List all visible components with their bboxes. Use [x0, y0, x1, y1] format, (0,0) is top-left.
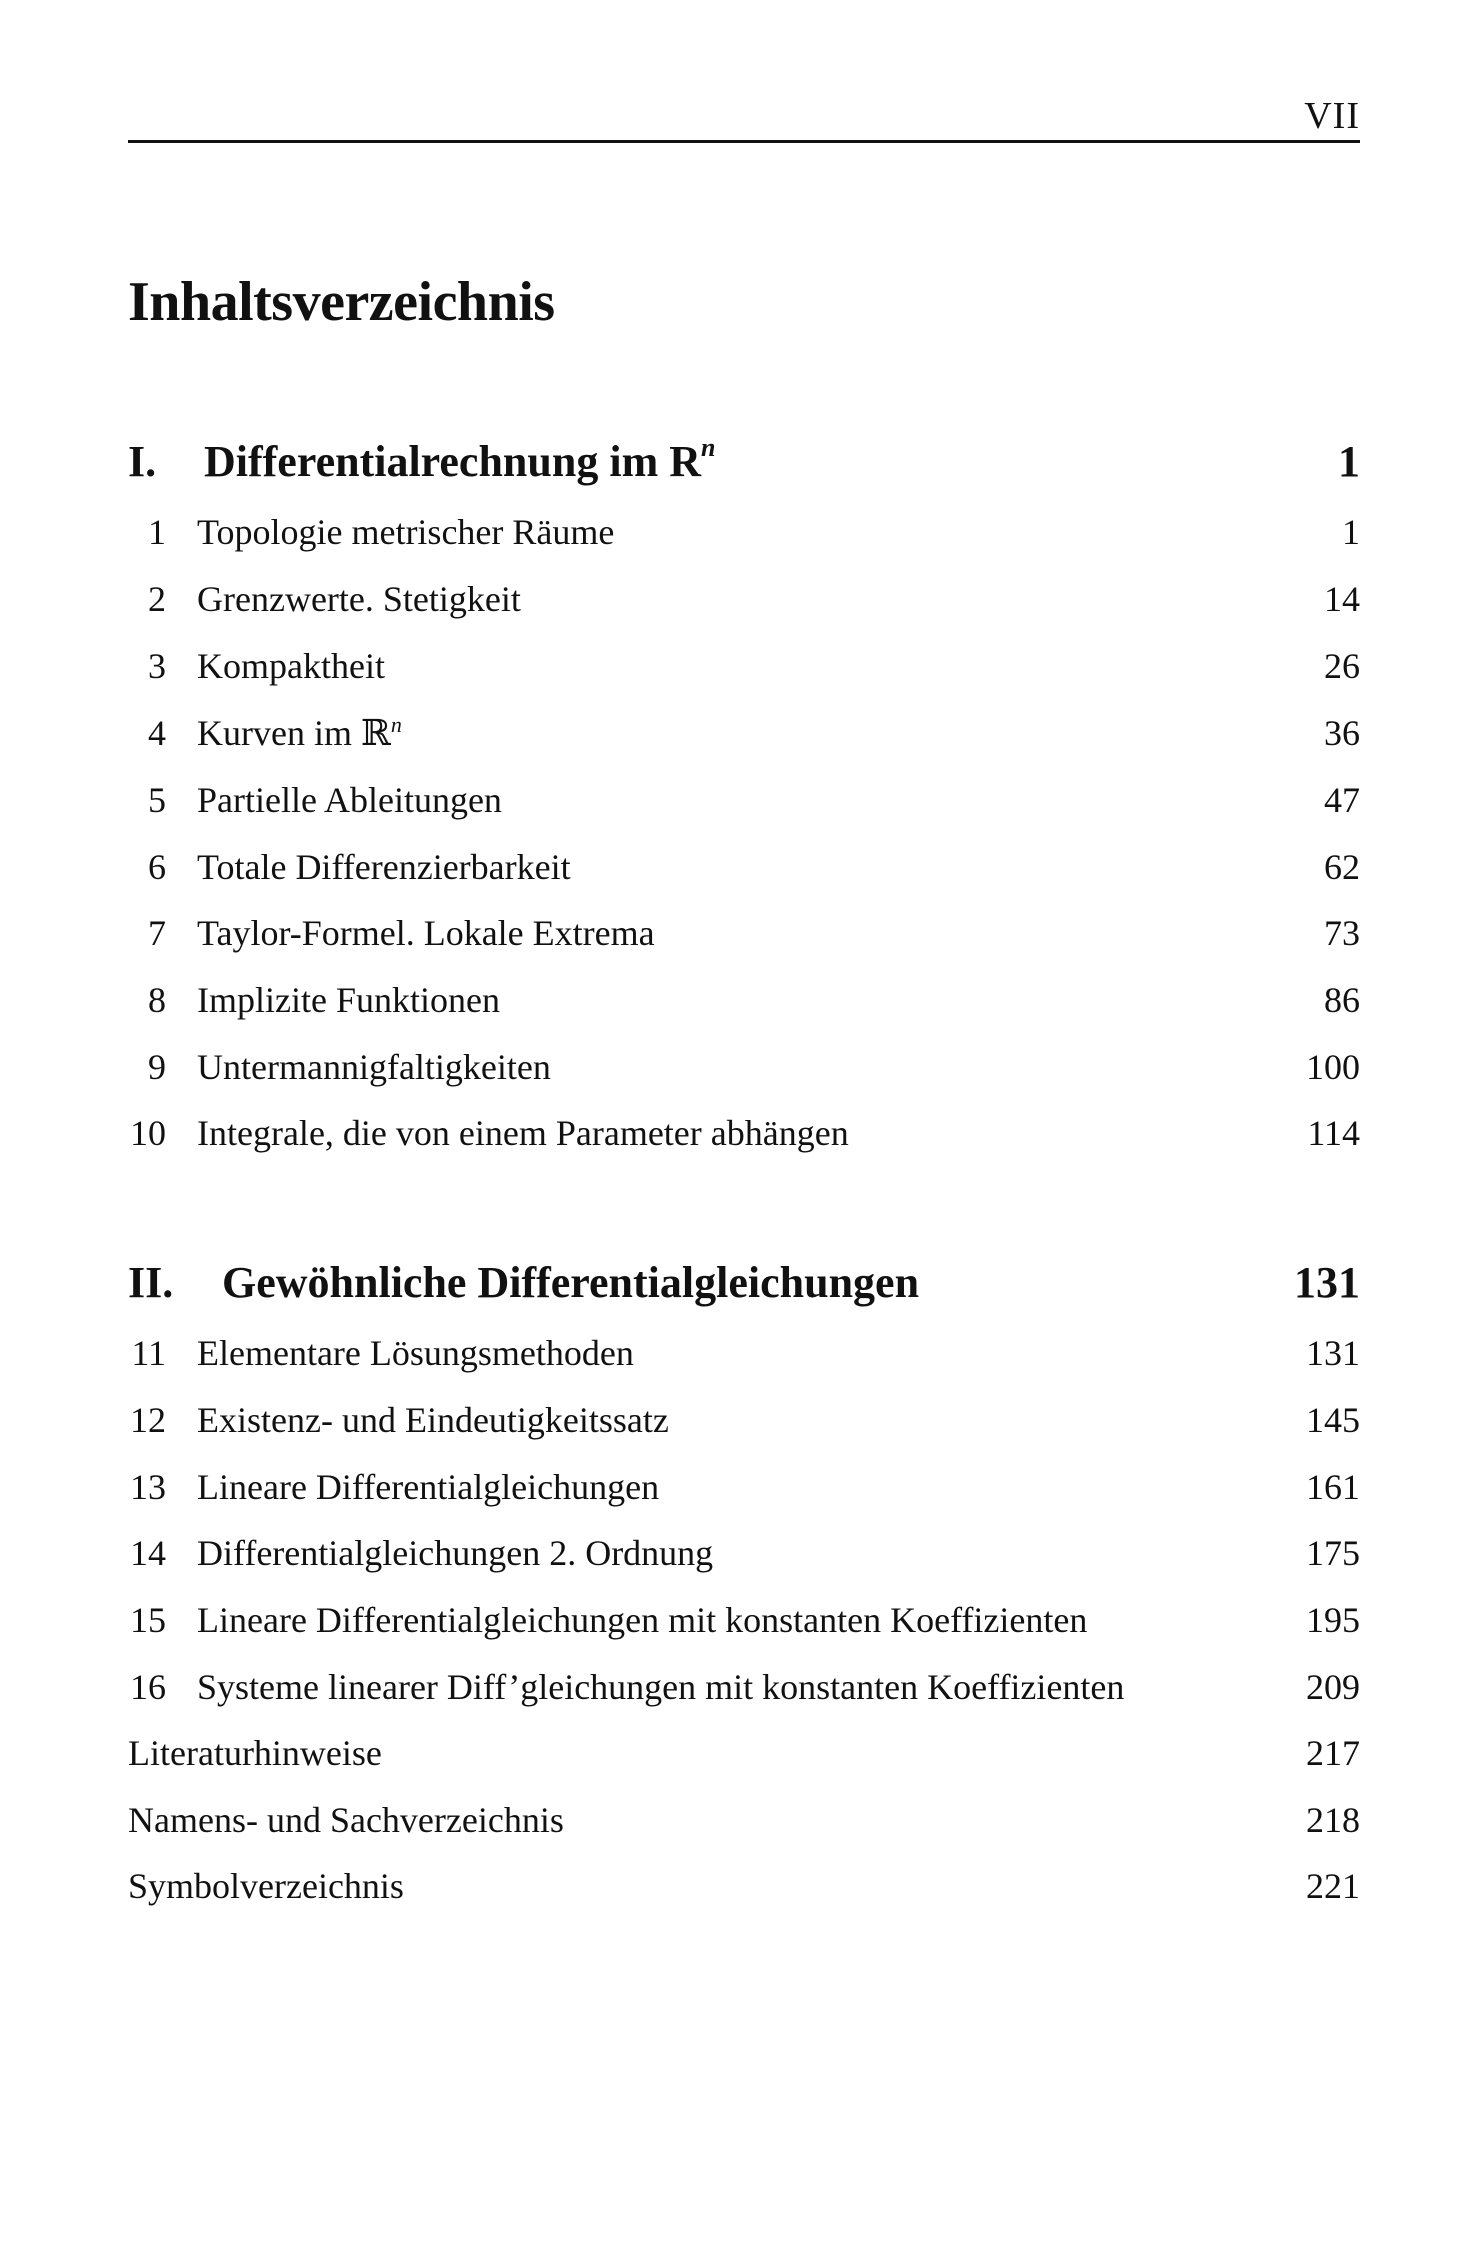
toc-entry: [128, 1528, 1360, 1578]
chapter-title: Implizite Funktionen: [197, 980, 500, 1020]
chapter-number: 2: [148, 579, 166, 619]
toc-entry: [128, 1462, 1360, 1512]
chapter-title: Untermannigfaltigkeiten: [197, 1047, 551, 1087]
page-title: Inhaltsverzeichnis: [128, 271, 555, 333]
chapter-number: 12: [130, 1400, 166, 1440]
running-header: [128, 92, 1360, 143]
toc-entry: [128, 1395, 1360, 1445]
part-title: Gewöhnliche Differentialgleichungen: [222, 1258, 920, 1307]
part-numeral: II.: [128, 1258, 174, 1307]
toc-entry: [128, 842, 1360, 892]
toc-entry: [128, 574, 1360, 624]
chapter-number: 7: [148, 913, 166, 953]
chapter-page-number: 209: [1306, 1667, 1360, 1707]
chapter-page-number: 175: [1306, 1533, 1360, 1573]
chapter-page-number: 100: [1306, 1047, 1360, 1087]
chapter-title: Lineare Differentialgleichungen mit konstanten Koeffizienten: [197, 1600, 1088, 1640]
chapter-title: Lineare Differentialgleichungen: [197, 1467, 660, 1507]
backmatter-page-number: 221: [1306, 1866, 1360, 1906]
chapter-number: 8: [148, 980, 166, 1020]
chapter-page-number: 47: [1324, 780, 1360, 820]
toc-entry: [128, 1328, 1360, 1378]
chapter-number: 16: [130, 1667, 166, 1707]
chapter-page-number: 161: [1306, 1467, 1360, 1507]
page-number: VII: [1304, 95, 1360, 137]
backmatter-page-number: 218: [1306, 1800, 1360, 1840]
toc-entry: [128, 1662, 1360, 1712]
part-page-number: 131: [1294, 1258, 1360, 1307]
part-heading-1: [128, 432, 1360, 492]
chapter-number: 9: [148, 1047, 166, 1087]
backmatter-entry: [128, 1728, 1360, 1778]
chapter-title: Totale Differenzierbarkeit: [197, 847, 571, 887]
chapter-title: Kurven im ℝ$^n$: [197, 712, 402, 753]
chapter-number: 14: [130, 1533, 166, 1573]
chapter-page-number: 86: [1324, 980, 1360, 1020]
toc-entry: [128, 908, 1360, 958]
chapter-title: Kompaktheit: [197, 646, 385, 686]
toc-entry: [128, 1042, 1360, 1092]
chapter-title: Differentialgleichungen 2. Ordnung: [197, 1533, 714, 1573]
chapter-number: 13: [130, 1467, 166, 1507]
backmatter-entry: [128, 1795, 1360, 1845]
toc-entry: [128, 641, 1360, 691]
superscript: n: [390, 712, 402, 737]
backmatter-title: Symbolverzeichnis: [128, 1866, 404, 1906]
chapter-title: Integrale, die von einem Parameter abhängen: [197, 1113, 849, 1153]
chapter-title: Taylor-Formel. Lokale Extrema: [197, 913, 655, 953]
part-heading-2: [128, 1253, 1360, 1313]
backmatter-title: Namens- und Sachverzeichnis: [128, 1800, 564, 1840]
chapter-page-number: 145: [1306, 1400, 1360, 1440]
chapter-page-number: 62: [1324, 847, 1360, 887]
chapter-number: 3: [148, 646, 166, 686]
toc-entry: [128, 507, 1360, 557]
chapter-title: Topologie metrischer Räume: [197, 512, 615, 552]
toc-entry: [128, 1595, 1360, 1645]
toc-entry: [128, 1108, 1360, 1158]
page: [128, 0, 1360, 2244]
part-numeral: I.: [128, 437, 157, 486]
superscript: n: [701, 433, 716, 463]
toc-entry: [128, 975, 1360, 1025]
chapter-page-number: 1: [1342, 512, 1360, 552]
chapter-number: 10: [130, 1113, 166, 1153]
chapter-page-number: 36: [1324, 713, 1360, 753]
chapter-number: 15: [130, 1600, 166, 1640]
backmatter-title: Literaturhinweise: [128, 1733, 382, 1773]
chapter-number: 5: [148, 780, 166, 820]
chapter-title: Grenzwerte. Stetigkeit: [197, 579, 521, 619]
chapter-title: Partielle Ableitungen: [197, 780, 502, 820]
part-page-number: 1: [1338, 437, 1360, 486]
toc-entry: [128, 708, 1360, 758]
chapter-number: 6: [148, 847, 166, 887]
toc-entry: [128, 775, 1360, 825]
backmatter-entry: [128, 1861, 1360, 1911]
part-title: Differentialrechnung im $R^n$: [204, 433, 716, 486]
chapter-page-number: 26: [1324, 646, 1360, 686]
chapter-page-number: 114: [1307, 1113, 1360, 1153]
chapter-title: Elementare Lösungsmethoden: [197, 1333, 634, 1373]
chapter-page-number: 131: [1306, 1333, 1360, 1373]
chapter-number: 11: [131, 1333, 166, 1373]
chapter-number: 1: [148, 512, 166, 552]
chapter-title: Systeme linearer Diff’gleichungen mit konstanten Koeffizienten: [197, 1667, 1125, 1707]
chapter-page-number: 14: [1324, 579, 1360, 619]
backmatter-page-number: 217: [1306, 1733, 1360, 1773]
chapter-title: Existenz- und Eindeutigkeitssatz: [197, 1400, 669, 1440]
chapter-page-number: 73: [1324, 913, 1360, 953]
chapter-number: 4: [148, 713, 166, 753]
chapter-page-number: 195: [1306, 1600, 1360, 1640]
